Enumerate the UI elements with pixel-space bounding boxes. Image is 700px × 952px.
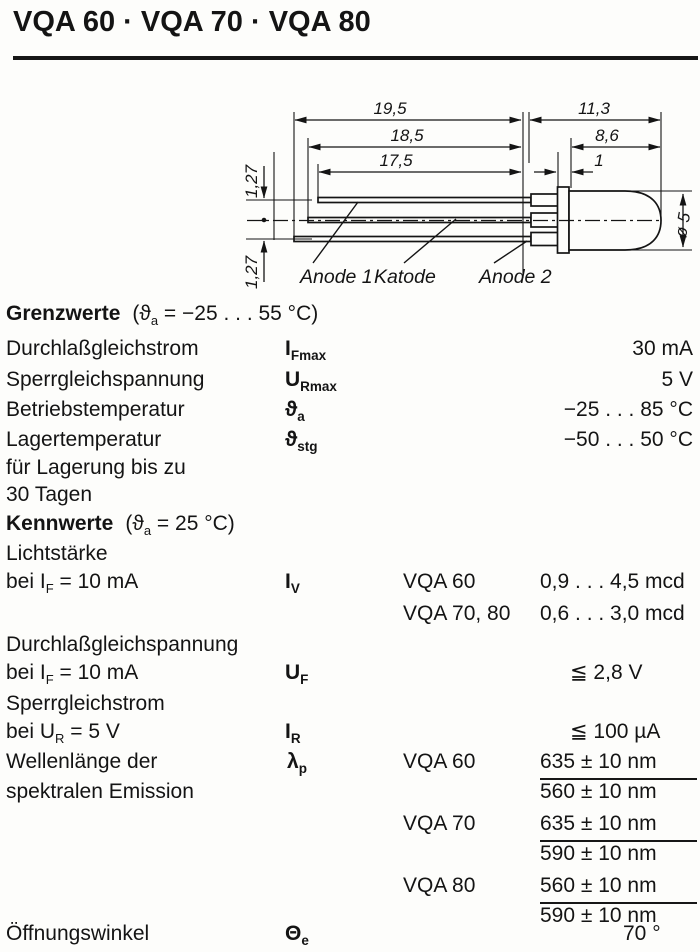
param-condition: bei $U_R = 5$ V: [6, 720, 120, 747]
param-label-line2: für Lagerung bis zu: [6, 456, 186, 479]
param-value: 70 °: [623, 922, 661, 945]
param-symbol: $\lambda_p$: [287, 750, 307, 777]
param-symbol: $ϑ_{stg}$: [285, 428, 318, 455]
param-symbol: $U_F$: [285, 661, 309, 688]
param-value: −50 . . . 50 °C: [563, 428, 693, 451]
type-name: VQA 60: [403, 750, 476, 773]
type-name: VQA 70, 80: [403, 602, 511, 625]
lead-anode1: [318, 194, 558, 206]
leader-anode1: [313, 202, 358, 263]
param-value: 590 ± 10 nm: [540, 904, 657, 927]
section-title: Grenzwerte: [6, 302, 121, 325]
param-label: Sperrgleichspannung: [6, 368, 205, 391]
dim-label-pitch-top: 1,27: [242, 164, 261, 198]
param-label-line2: spektralen Emission: [6, 780, 194, 803]
param-symbol: $ϑ_a$: [285, 398, 305, 425]
param-symbol: $I_V$: [285, 570, 300, 597]
param-value: −25 . . . 85 °C: [563, 398, 693, 421]
param-value: 590 ± 10 nm: [540, 842, 657, 865]
pin-label-anode1: Anode 1: [300, 266, 373, 288]
section-title: Kennwerte: [6, 512, 114, 535]
param-label: Lagertemperatur: [6, 428, 162, 451]
dim-label-18-5: 18,5: [390, 126, 424, 145]
dim-label-11-3: 11,3: [578, 99, 610, 118]
param-value: 0,9 . . . 4,5 mcd: [540, 570, 685, 593]
param-label: Wellenlänge der: [6, 750, 158, 773]
page-title: VQA 60 · VQA 70 · VQA 80: [13, 6, 371, 38]
param-label: Lichtstärke: [6, 542, 108, 565]
param-value: ≦ 100 µA: [570, 720, 661, 743]
title-rule: [13, 56, 698, 60]
param-value: 30 mA: [632, 337, 693, 360]
type-name: VQA 60: [403, 570, 476, 593]
leader-anode2: [494, 241, 527, 263]
param-value: 560 ± 10 nm: [540, 780, 657, 803]
param-label: Sperrgleichstrom: [6, 692, 165, 715]
param-value: ≦ 2,8 V: [570, 661, 643, 684]
dim-label-19-5: 19,5: [373, 99, 407, 118]
type-name: VQA 80: [403, 874, 476, 897]
param-symbol: $U_{Rmax}$: [285, 368, 337, 395]
dim-label-8-6: 8,6: [595, 126, 619, 145]
param-value: 0,6 . . . 3,0 mcd: [540, 602, 685, 625]
section-condition: ($ϑ_a = 25$ °C): [125, 512, 235, 539]
pin-label-anode2: Anode 2: [479, 266, 552, 288]
dim-label-pitch-bottom: 1,27: [242, 255, 261, 289]
dim-label-1: 1: [594, 151, 604, 170]
dim-label-diameter: ø 5: [671, 211, 695, 239]
param-symbol: $I_{Fmax}$: [285, 337, 327, 364]
param-value: 560 ± 10 nm: [540, 874, 697, 904]
pin-label-katode: Katode: [374, 266, 436, 288]
param-label: Durchlaßgleichstrom: [6, 337, 199, 360]
param-value: 635 ± 10 nm: [540, 812, 697, 842]
param-label: Betriebstemperatur: [6, 398, 185, 421]
param-value: 5 V: [661, 368, 693, 391]
dim-label-17-5: 17,5: [379, 151, 413, 170]
param-condition: bei $I_F = 10$ mA: [6, 570, 139, 597]
param-symbol: $I_R$: [285, 720, 301, 747]
type-name: VQA 70: [403, 812, 476, 835]
param-label: Öffnungswinkel: [6, 922, 150, 945]
param-condition: bei $I_F = 10$ mA: [6, 661, 139, 688]
section-condition: ($ϑ_a = -25$ . . . 55 °C): [132, 302, 319, 329]
led-package-drawing: [0, 88, 700, 300]
param-label-line3: 30 Tagen: [6, 483, 93, 506]
param-value: 635 ± 10 nm: [540, 750, 697, 780]
param-label: Durchlaßgleichspannung: [6, 633, 239, 656]
param-symbol: $\Theta_e$: [285, 922, 309, 949]
